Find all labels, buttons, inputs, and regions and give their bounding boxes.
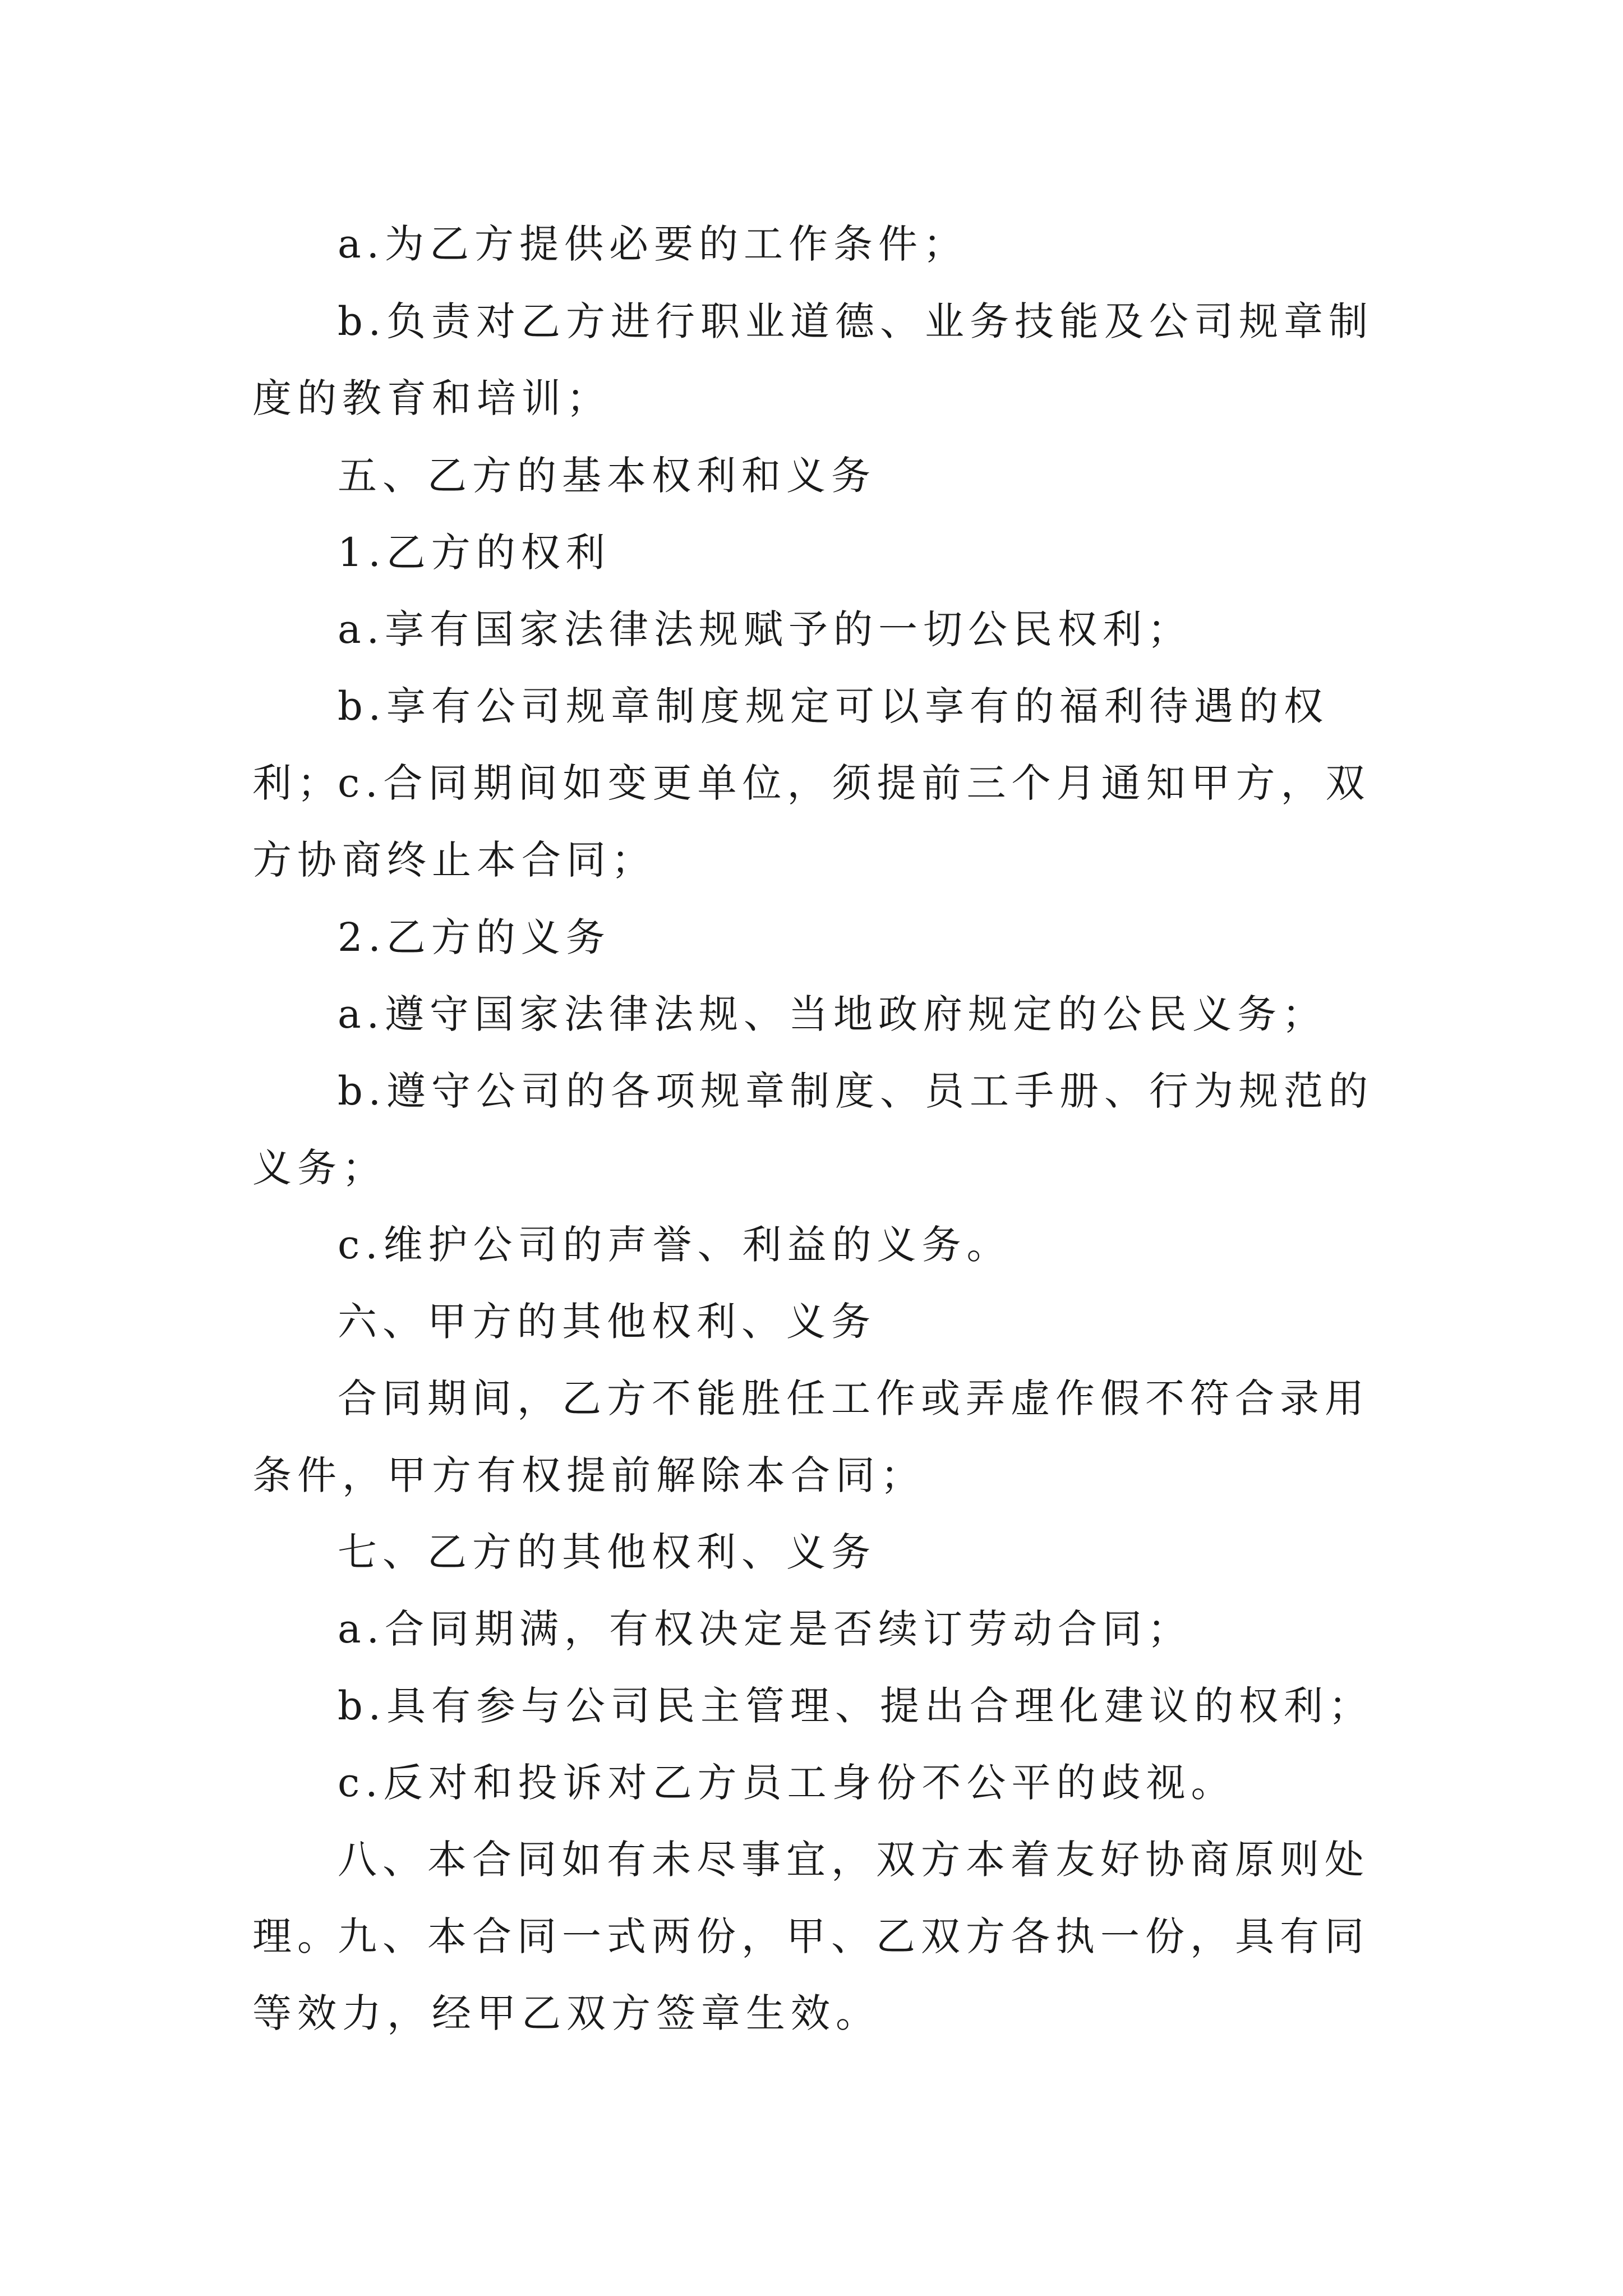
paragraph-duty-b-training: b.负责对乙方进行职业道德、业务技能及公司规章制度的教育和培训； <box>252 298 1374 421</box>
paragraph-other-a: a.合同期满，有权决定是否续订劳动合同； <box>338 1606 1192 1652</box>
paragraph-right-b: b.享有公司规章制度规定可以享有的福利待遇的权利； <box>252 683 1329 806</box>
paragraph-obligation-a: a.遵守国家法律法规、当地政府规定的公民义务； <box>338 991 1327 1037</box>
section-heading-seven: 七、乙方的其他权利、义务 <box>338 1529 876 1575</box>
subheading-party-b-rights: 1.乙方的权利 <box>338 530 611 576</box>
paragraph-other-c: c.反对和投诉对乙方员工身份不公平的歧视。 <box>338 1760 1236 1806</box>
paragraph-duty-a-work-conditions: a.为乙方提供必要的工作条件； <box>338 221 968 267</box>
section-heading-nine: 九、本合同一式两份，甲、乙双方各执一份，具有同等效力，经甲乙双方签章生效。 <box>252 1913 1370 2036</box>
section-heading-six: 六、甲方的其他权利、义务 <box>338 1299 876 1345</box>
section-heading-eight: 八、本合同如有未尽事宜，双方本着友好协商原则处理。 <box>252 1837 1370 1959</box>
paragraph-party-a-termination: 合同期间，乙方不能胜任工作或弄虚作假不符合录用条件，甲方有权提前解除本合同； <box>252 1375 1370 1498</box>
paragraph-obligation-c: c.维护公司的声誉、利益的义务。 <box>338 1222 1012 1268</box>
subheading-party-b-obligations: 2.乙方的义务 <box>338 914 611 960</box>
paragraph-right-c: c.合同期间如变更单位，须提前三个月通知甲方，双方协商终止本合同； <box>252 760 1371 883</box>
paragraph-other-b: b.具有参与公司民主管理、提出合理化建议的权利； <box>338 1683 1374 1729</box>
paragraph-obligation-b: b.遵守公司的各项规章制度、员工手册、行为规范的义务； <box>252 1068 1374 1191</box>
paragraph-right-a: a.享有国家法律法规赋予的一切公民权利； <box>338 606 1192 652</box>
section-heading-five: 五、乙方的基本权利和义务 <box>338 453 876 499</box>
